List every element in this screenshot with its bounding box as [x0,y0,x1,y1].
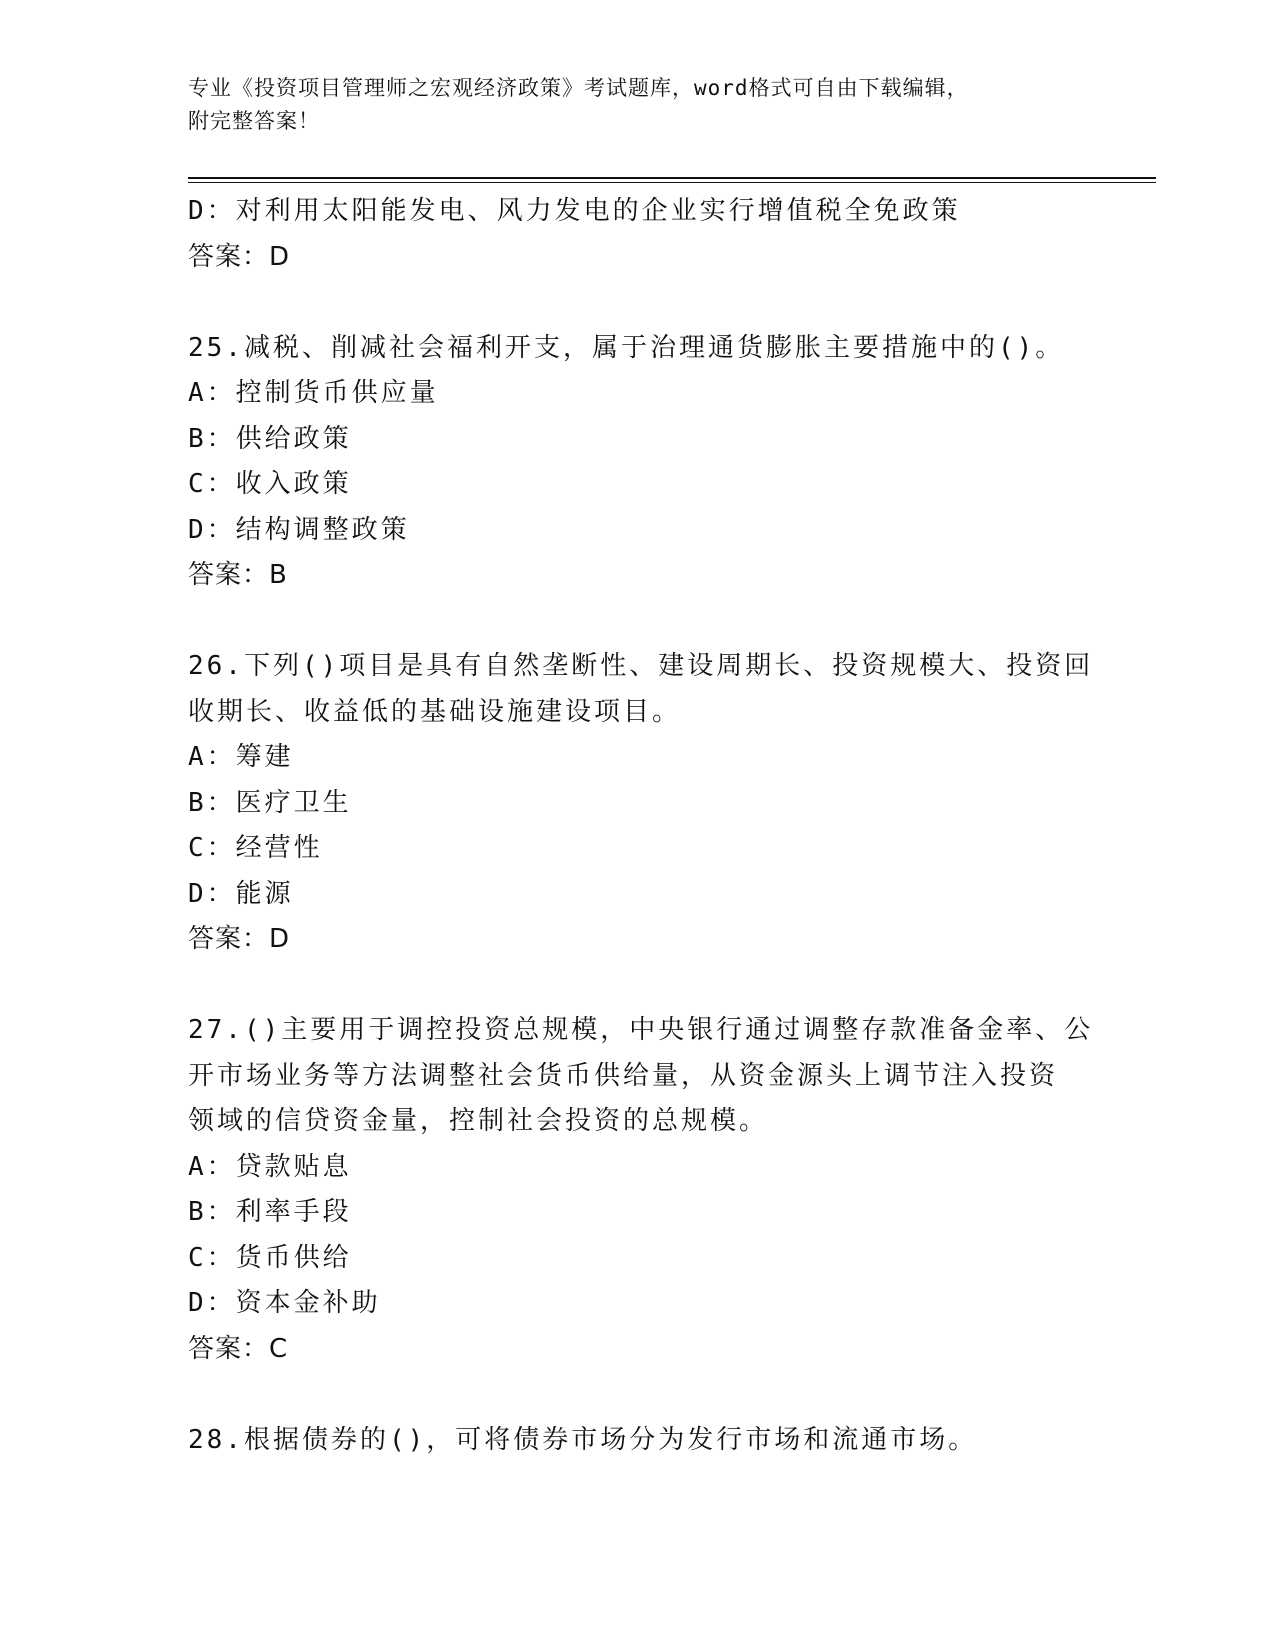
option-d: D：资本金补助 [188,1288,381,1318]
option-d: D：能源 [188,878,294,909]
answer: 答案：C [188,1333,289,1364]
question-25 [188,326,1088,599]
prev-option-d: D：对利用太阳能发电、风力发电的企业实行增值税全免政策 [188,196,961,226]
question-stem-line-2: 开市场业务等方法调整社会货币供给量，从资金源头上调节注入投资 [188,1060,1059,1091]
question-27 [188,1008,1094,1372]
question-stem-line-3: 领域的信贷资金量，控制社会投资的总规模。 [188,1106,769,1136]
option-c: C：货币供给 [188,1242,352,1273]
option-c: C：收入政策 [188,469,352,499]
question-stem-line-1: 27.()主要用于调控投资总规模，中央银行通过调整存款准备金率、公 [188,1015,1094,1045]
question-stem-line-2: 收期长、收益低的基础设施建设项目。 [188,696,682,727]
option-a: A：筹建 [188,742,294,772]
answer: 答案：B [188,560,288,590]
option-b: B：利率手段 [188,1197,352,1227]
question-stem: 28.根据债券的()，可将债券市场分为发行市场和流通市场。 [188,1424,978,1455]
question-content [188,189,1094,1463]
header-divider-thin [188,182,1156,183]
option-c: C：经营性 [188,833,323,863]
option-b: B：医疗卫生 [188,787,352,818]
header-divider-thick [188,177,1156,179]
page-header: 专业《投资项目管理师之宏观经济政策》考试题库，word格式可自由下载编辑， 附完整答案！ [188,76,969,133]
answer: 答案：D [188,924,291,954]
question-28 [188,1418,1088,1464]
option-a: A：贷款贴息 [188,1151,352,1182]
prev-answer: 答案：D [188,241,291,272]
option-d: D：结构调整政策 [188,514,410,545]
question-26 [188,644,1094,963]
question-stem: 25.减税、削减社会福利开支，属于治理通货膨胀主要措施中的()。 [188,332,1065,363]
question-stem-line-1: 26.下列()项目是具有自然垄断性、建设周期长、投资规模大、投资回 [188,651,1094,681]
option-b: B：供给政策 [188,423,352,454]
option-a: A：控制货币供应量 [188,378,439,408]
